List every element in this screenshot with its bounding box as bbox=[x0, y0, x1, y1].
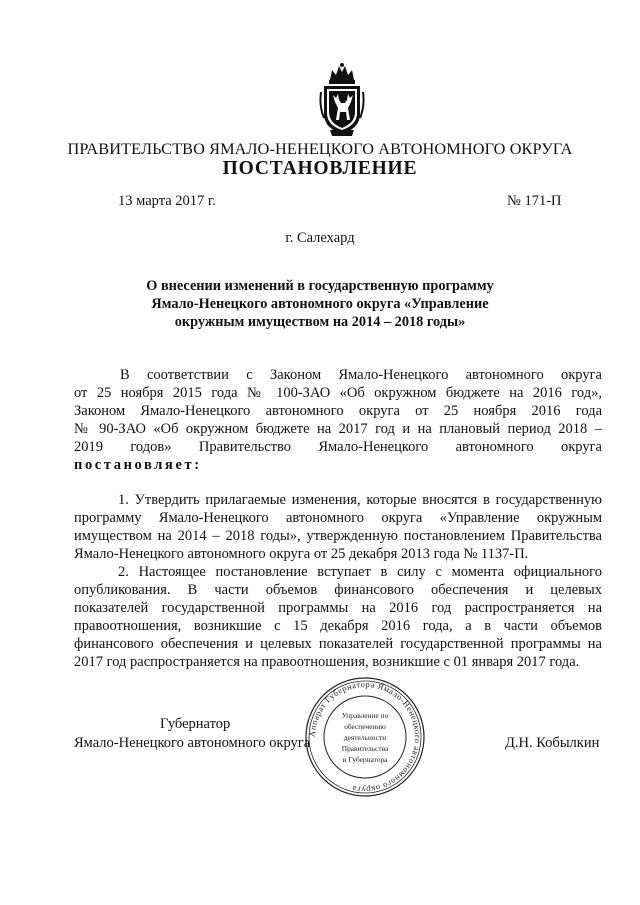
stamp-ring-text: Аппарат Губернатора Ямало-Ненецкого автономного округа bbox=[307, 679, 423, 795]
preamble-line: В соответствии с Законом Ямало-Ненецкого автономного округа bbox=[120, 367, 602, 383]
stamp-inner-line: деятельности bbox=[343, 733, 387, 742]
resolves-word: постановляет: bbox=[74, 457, 202, 473]
item2-line: 2017 год распространяется на правоотношения, возникшие с 01 января 2017 года. bbox=[74, 654, 580, 670]
item2-line: опубликования. В части объемов финансового обеспечения и целевых bbox=[74, 582, 602, 598]
government-name: ПРАВИТЕЛЬСТВО ЯМАЛО-НЕНЕЦКОГО АВТОНОМНОГО ОКРУГА bbox=[67, 139, 573, 158]
preamble-line: от 25 ноября 2015 года № 100-ЗАО «Об окружном бюджете на 2016 год», bbox=[74, 385, 602, 401]
stamp-inner-line: обеспечению bbox=[344, 722, 386, 731]
signatory-region: Ямало-Ненецкого автономного округа bbox=[74, 735, 311, 751]
item1-line: имуществом на 2014 – 2018 годы», утвержденную постановлением Правительства bbox=[74, 528, 602, 544]
document-date: 13 марта 2017 г. bbox=[118, 193, 216, 209]
coat-of-arms-emblem bbox=[318, 62, 366, 138]
preamble-line: № 90-ЗАО «Об окружном бюджете на 2017 год и на плановый период 2018 – bbox=[74, 421, 602, 437]
item2-line: показателей государственной программы на 2016 год распространяется на bbox=[74, 600, 602, 616]
title-line: окружным имуществом на 2014 – 2018 годы» bbox=[174, 314, 466, 330]
item2-line: 2. Настоящее постановление вступает в силу с момента официального bbox=[118, 564, 602, 580]
item2-line: правоотношения, возникшие с 15 декабря 2016 года, а в части объемов bbox=[74, 618, 602, 634]
signatory-name: Д.Н. Кобылкин bbox=[505, 735, 600, 751]
item1-line: Ямало-Ненецкого автономного округа от 25 декабря 2013 года № 1137-П. bbox=[74, 546, 529, 562]
stamp-inner-line: Управление по bbox=[341, 711, 389, 720]
document-number: № 171-П bbox=[507, 193, 562, 209]
item1-line: 1. Утвердить прилагаемые изменения, которые вносятся в государственную bbox=[118, 492, 602, 508]
item1-line: программу Ямало-Ненецкого автономного округа «Управление окружным bbox=[74, 510, 602, 526]
stamp-inner-line: Правительства bbox=[341, 744, 389, 753]
document-city: г. Салехард bbox=[285, 230, 355, 246]
preamble-line: 2019 годов» Правительство Ямало-Ненецкого автономного округа bbox=[74, 439, 602, 455]
document-title bbox=[0, 277, 640, 331]
preamble-line: Законом Ямало-Ненецкого автономного округа от 25 ноября 2016 года bbox=[74, 403, 602, 419]
stamp-inner-line: и Губернатора bbox=[342, 755, 388, 764]
document-type-heading: ПОСТАНОВЛЕНИЕ bbox=[222, 158, 418, 179]
title-line: О внесении изменений в государственную программу bbox=[146, 278, 494, 294]
signatory-title: Губернатор bbox=[160, 716, 231, 732]
item2-line: финансового обеспечения и целевых показателей государственной программы на bbox=[74, 636, 602, 652]
official-stamp-seal bbox=[304, 676, 426, 798]
title-line: Ямало-Ненецкого автономного округа «Управление bbox=[151, 296, 489, 312]
